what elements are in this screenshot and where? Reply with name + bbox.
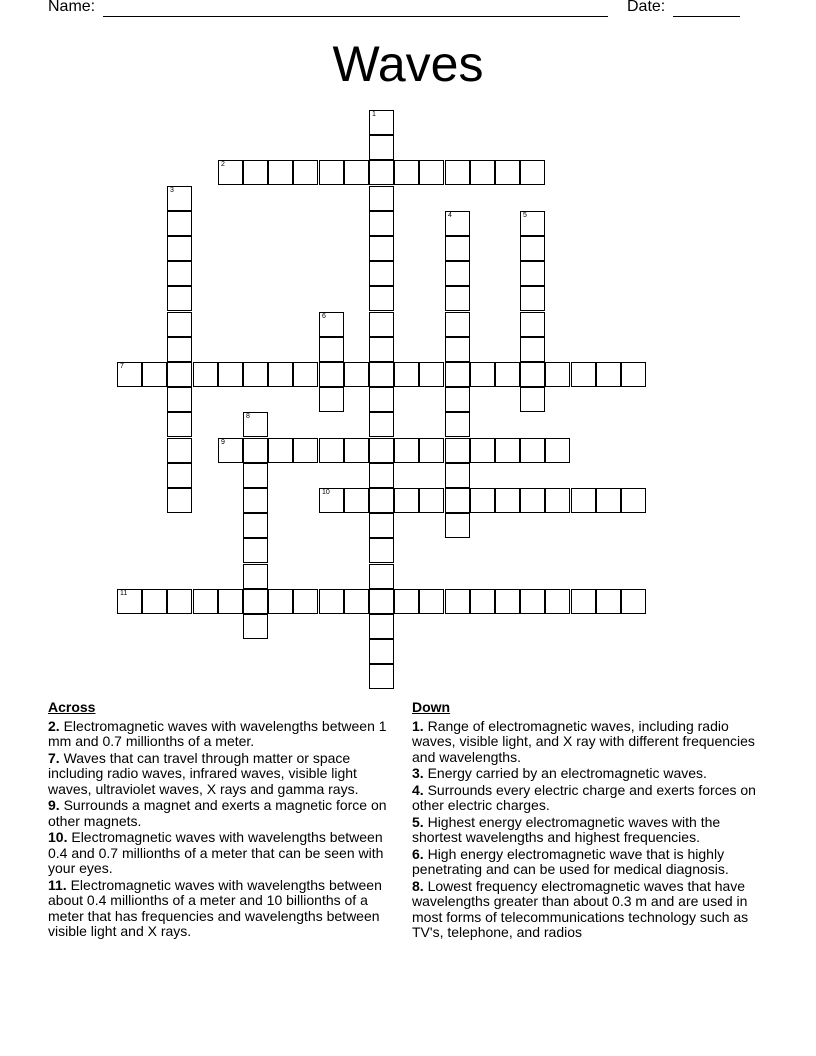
grid-cell[interactable] (495, 589, 520, 614)
grid-cell[interactable] (445, 463, 470, 488)
grid-cell[interactable] (344, 488, 369, 513)
grid-cell[interactable] (117, 589, 142, 614)
clue-text: Waves that can travel through matter or space including radio waves, infrared waves, visible light waves, ultraviolet waves, X rays and gamma rays. (48, 749, 359, 797)
grid-cell[interactable] (419, 589, 444, 614)
grid-cell[interactable] (445, 589, 470, 614)
grid-cell[interactable] (369, 488, 394, 513)
grid-cell[interactable] (344, 160, 369, 185)
grid-cell[interactable] (243, 160, 268, 185)
grid-cell[interactable] (545, 488, 570, 513)
grid-cell[interactable] (167, 412, 192, 437)
grid-cell[interactable] (293, 160, 318, 185)
grid-cell[interactable] (369, 236, 394, 261)
grid-cell[interactable] (293, 438, 318, 463)
clue-down-5 (412, 815, 772, 846)
grid-cell[interactable] (369, 538, 394, 563)
grid-cell[interactable] (218, 362, 243, 387)
cell-number: 1 (372, 111, 376, 118)
grid-cell[interactable] (369, 639, 394, 664)
grid-cell[interactable] (369, 664, 394, 689)
clue-down-1 (412, 719, 772, 766)
grid-cell[interactable] (167, 261, 192, 286)
clue-number: 4. (412, 781, 424, 798)
grid-cell[interactable] (445, 362, 470, 387)
grid-cell[interactable] (218, 589, 243, 614)
grid-cell[interactable] (470, 362, 495, 387)
grid-cell[interactable] (243, 463, 268, 488)
clue-number: 2. (48, 717, 60, 734)
clue-text: Surrounds a magnet and exerts a magnetic force on other magnets. (48, 797, 387, 829)
grid-cell[interactable] (470, 438, 495, 463)
clue-down-4 (412, 783, 772, 814)
grid-cell[interactable] (117, 362, 142, 387)
grid-cell[interactable] (545, 362, 570, 387)
grid-cell[interactable] (319, 488, 344, 513)
grid-cell[interactable] (268, 362, 293, 387)
grid-cell[interactable] (344, 589, 369, 614)
grid-cell[interactable] (167, 362, 192, 387)
grid-cell[interactable] (520, 438, 545, 463)
grid-cell[interactable] (369, 186, 394, 211)
cell-number: 3 (170, 187, 174, 194)
clue-text: Electromagnetic waves with wavelengths between 1 mm and 0.7 millionths of a meter. (48, 717, 387, 749)
grid-cell[interactable] (520, 337, 545, 362)
clue-down-8 (412, 879, 772, 941)
grid-cell[interactable] (445, 236, 470, 261)
grid-cell[interactable] (596, 362, 621, 387)
grid-cell[interactable] (167, 286, 192, 311)
clue-number: 5. (412, 813, 424, 830)
clue-text: Surrounds every electric charge and exerts forces on other electric charges. (412, 781, 756, 813)
grid-cell[interactable] (445, 160, 470, 185)
across-clues (48, 700, 398, 941)
grid-cell[interactable] (369, 412, 394, 437)
clue-across-9 (48, 798, 398, 829)
grid-cell[interactable] (369, 589, 394, 614)
grid-cell[interactable] (419, 438, 444, 463)
grid-cell[interactable] (369, 312, 394, 337)
grid-cell[interactable] (419, 488, 444, 513)
clue-text: Electromagnetic waves with wavelengths between 0.4 and 0.7 millionths of a meter that can be seen with your eyes. (48, 829, 384, 876)
grid-cell[interactable] (167, 463, 192, 488)
grid-cell[interactable] (621, 488, 646, 513)
grid-cell[interactable] (520, 387, 545, 412)
clue-across-11 (48, 878, 398, 940)
grid-cell[interactable] (293, 589, 318, 614)
grid-cell[interactable] (445, 513, 470, 538)
cell-number: 7 (120, 363, 124, 370)
grid-cell[interactable] (445, 488, 470, 513)
grid-cell[interactable] (495, 438, 520, 463)
grid-cell[interactable] (419, 362, 444, 387)
grid-cell[interactable] (445, 337, 470, 362)
grid-cell[interactable] (243, 513, 268, 538)
grid-cell[interactable] (369, 564, 394, 589)
clue-number: 11. (48, 876, 67, 893)
clue-number: 6. (412, 845, 424, 862)
grid-cell[interactable] (167, 211, 192, 236)
clue-text: Highest energy electromagnetic waves with the shortest wavelengths and highest frequencies. (412, 813, 721, 845)
grid-cell[interactable] (243, 589, 268, 614)
grid-cell[interactable] (319, 362, 344, 387)
grid-cell[interactable] (394, 488, 419, 513)
name-label: Name: (48, 0, 96, 15)
grid-cell[interactable] (369, 261, 394, 286)
grid-cell[interactable] (369, 160, 394, 185)
grid-cell[interactable] (268, 438, 293, 463)
clue-number: 10. (48, 829, 68, 845)
grid-cell[interactable] (369, 614, 394, 639)
grid-cell[interactable] (369, 135, 394, 160)
grid-cell[interactable] (445, 286, 470, 311)
grid-cell[interactable] (243, 412, 268, 437)
clue-across-7 (48, 751, 398, 798)
grid-cell[interactable] (167, 337, 192, 362)
clue-down-6 (412, 847, 772, 878)
grid-cell[interactable] (445, 387, 470, 412)
cell-number: 6 (322, 313, 326, 320)
grid-cell[interactable] (243, 614, 268, 639)
grid-cell[interactable] (344, 438, 369, 463)
grid-cell[interactable] (495, 362, 520, 387)
grid-cell[interactable] (445, 261, 470, 286)
grid-cell[interactable] (243, 564, 268, 589)
date-label: Date: (627, 0, 666, 15)
grid-cell[interactable] (369, 110, 394, 135)
grid-cell[interactable] (167, 236, 192, 261)
grid-cell[interactable] (369, 211, 394, 236)
grid-cell[interactable] (142, 362, 167, 387)
grid-cell[interactable] (445, 312, 470, 337)
grid-cell[interactable] (319, 438, 344, 463)
grid-cell[interactable] (167, 438, 192, 463)
grid-cell[interactable] (621, 589, 646, 614)
grid-cell[interactable] (520, 160, 545, 185)
grid-cell[interactable] (344, 362, 369, 387)
grid-cell[interactable] (520, 589, 545, 614)
clue-text: High energy electromagnetic wave that is highly penetrating and can be used for medical diagnosis. (412, 845, 729, 877)
down-heading: Down (412, 699, 451, 715)
grid-cell[interactable] (445, 211, 470, 236)
cell-number: 4 (448, 212, 452, 219)
clue-number: 1. (412, 717, 424, 734)
grid-cell[interactable] (545, 438, 570, 463)
grid-cell[interactable] (495, 488, 520, 513)
clue-across-2 (48, 719, 398, 750)
grid-cell[interactable] (520, 261, 545, 286)
grid-cell[interactable] (369, 513, 394, 538)
grid-cell[interactable] (571, 488, 596, 513)
across-heading: Across (48, 699, 96, 715)
grid-cell[interactable] (470, 160, 495, 185)
grid-cell[interactable] (520, 286, 545, 311)
grid-cell[interactable] (319, 160, 344, 185)
grid-cell[interactable] (167, 186, 192, 211)
grid-cell[interactable] (596, 488, 621, 513)
grid-cell[interactable] (319, 387, 344, 412)
cell-number: 10 (322, 489, 330, 496)
grid-cell[interactable] (394, 160, 419, 185)
grid-cell[interactable] (142, 589, 167, 614)
grid-cell[interactable] (319, 589, 344, 614)
clue-text: Range of electromagnetic waves, including radio waves, visible light, and X ray with different frequencies and wavelengths. (412, 717, 755, 765)
grid-cell[interactable] (167, 589, 192, 614)
grid-cell[interactable] (167, 488, 192, 513)
clue-text: Electromagnetic waves with wavelengths between about 0.4 millionths of a meter and 10 billionths of a meter that has frequencies and wavelengths between visible light and X rays. (48, 876, 382, 939)
grid-cell[interactable] (445, 412, 470, 437)
grid-cell[interactable] (369, 337, 394, 362)
grid-cell[interactable] (369, 438, 394, 463)
grid-cell[interactable] (167, 312, 192, 337)
grid-cell[interactable] (394, 362, 419, 387)
grid-cell[interactable] (520, 488, 545, 513)
cell-number: 8 (246, 413, 250, 420)
grid-cell[interactable] (369, 286, 394, 311)
grid-cell[interactable] (293, 362, 318, 387)
grid-cell[interactable] (167, 387, 192, 412)
clue-text: Energy carried by an electromagnetic waves. (427, 765, 707, 781)
grid-cell[interactable] (596, 589, 621, 614)
grid-cell[interactable] (445, 438, 470, 463)
grid-cell[interactable] (520, 211, 545, 236)
grid-cell[interactable] (621, 362, 646, 387)
grid-cell[interactable] (394, 438, 419, 463)
grid-cell[interactable] (520, 362, 545, 387)
grid-cell[interactable] (218, 160, 243, 185)
clue-number: 9. (48, 797, 60, 813)
clue-across-10 (48, 830, 398, 877)
clue-text: Lowest frequency electromagnetic waves that have wavelengths greater than about 0.3 m and are used in most forms of telecommunications technology such as TV's, telephone, and radios (412, 877, 749, 940)
grid-cell[interactable] (419, 160, 444, 185)
grid-cell[interactable] (243, 538, 268, 563)
cell-number: 5 (523, 212, 527, 219)
grid-cell[interactable] (243, 438, 268, 463)
grid-cell[interactable] (319, 337, 344, 362)
grid-cell[interactable] (520, 236, 545, 261)
grid-cell[interactable] (495, 160, 520, 185)
grid-cell[interactable] (369, 463, 394, 488)
cell-number: 11 (120, 590, 128, 597)
cell-number: 2 (221, 161, 225, 168)
grid-cell[interactable] (394, 589, 419, 614)
grid-cell[interactable] (369, 387, 394, 412)
grid-cell[interactable] (193, 362, 218, 387)
grid-cell[interactable] (470, 488, 495, 513)
grid-cell[interactable] (571, 362, 596, 387)
grid-cell[interactable] (520, 312, 545, 337)
grid-cell[interactable] (545, 589, 570, 614)
clue-number: 3. (412, 765, 424, 781)
grid-cell[interactable] (218, 438, 243, 463)
grid-cell[interactable] (319, 312, 344, 337)
grid-cell[interactable] (268, 160, 293, 185)
down-clues (412, 700, 772, 942)
grid-cell[interactable] (193, 589, 218, 614)
clue-number: 7. (48, 749, 60, 766)
grid-cell[interactable] (369, 362, 394, 387)
grid-cell[interactable] (243, 362, 268, 387)
cell-number: 9 (221, 439, 225, 446)
grid-cell[interactable] (268, 589, 293, 614)
puzzle-title: Waves (332, 36, 484, 92)
grid-cell[interactable] (243, 488, 268, 513)
clue-down-3 (412, 766, 772, 782)
clue-number: 8. (412, 877, 424, 894)
grid-cell[interactable] (571, 589, 596, 614)
grid-cell[interactable] (470, 589, 495, 614)
